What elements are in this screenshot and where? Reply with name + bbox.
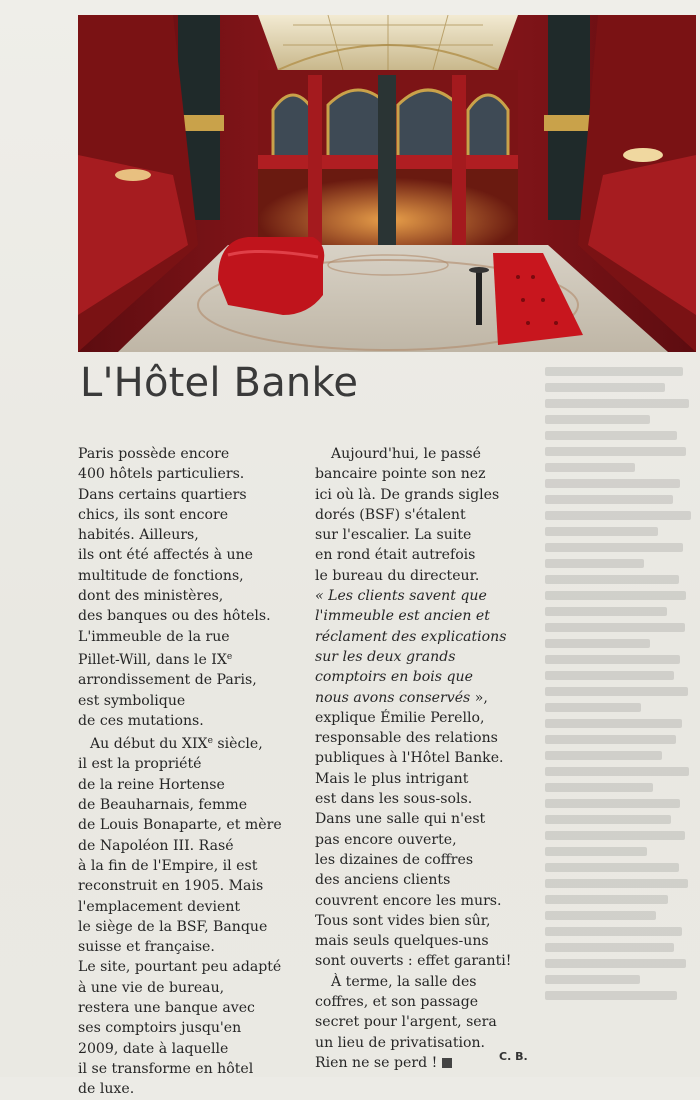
text-line: Pillet-Will, dans le IXe <box>78 651 233 668</box>
text-line: bancaire pointe son nez <box>315 466 486 483</box>
text-line: multitude de fonctions, <box>78 567 244 584</box>
article-title: L'Hôtel Banke <box>80 360 359 406</box>
text-line: l'immeuble est ancien et <box>315 608 490 625</box>
article-column-right <box>315 444 550 1073</box>
text-line: coffres, et son passage <box>315 994 479 1011</box>
text-line: comptoirs en bois que <box>315 669 473 686</box>
text-line: couvrent encore les murs. <box>315 892 502 909</box>
text-line: publiques à l'Hôtel Banke. <box>315 750 504 767</box>
text-line: Dans certains quartiers <box>78 486 247 503</box>
text-line: les dizaines de coffres <box>315 851 474 868</box>
text-line: nous avons conservés », <box>315 689 488 706</box>
text-line: 400 hôtels particuliers. <box>78 466 245 483</box>
text-line: le siège de la BSF, Banque <box>78 918 268 935</box>
text-line: Mais le plus intrigant <box>315 770 469 787</box>
text-line: à une vie de bureau, <box>78 979 225 996</box>
text-line: de ces mutations. <box>78 712 204 729</box>
text-line: ses comptoirs jusqu'en <box>78 1020 242 1037</box>
text-line: de luxe. <box>78 1081 135 1098</box>
text-line: 2009, date à laquelle <box>78 1040 229 1057</box>
text-line: à la fin de l'Empire, il est <box>78 857 258 874</box>
text-line: restera une banque avec <box>78 1000 255 1017</box>
text-line: sur les deux grands <box>315 648 456 665</box>
text-line: dorés (BSF) s'étalent <box>315 506 466 523</box>
text-line: il se transforme en hôtel <box>78 1060 254 1077</box>
text-line: est symbolique <box>78 692 186 709</box>
text-line: chics, ils sont encore <box>78 506 229 523</box>
text-line: Rien ne se perd ! <box>315 1053 550 1073</box>
text-line: des banques ou des hôtels. <box>78 608 271 625</box>
bleed-through-text <box>545 360 695 1060</box>
text-line: reconstruit en 1905. Mais <box>78 878 264 895</box>
text-line: de Beauharnais, femme <box>78 797 248 814</box>
text-line: de Louis Bonaparte, et mère <box>78 817 282 834</box>
text-line: Paris possède encore <box>78 446 230 462</box>
text-line: sur l'escalier. La suite <box>315 527 472 544</box>
text-line: de la reine Hortense <box>78 776 225 793</box>
text-line: des anciens clients <box>315 872 451 889</box>
text-line: Le site, pourtant peu adapté <box>78 959 282 976</box>
text-line: secret pour l'argent, sera <box>315 1014 497 1031</box>
text-line: Au début du XIXe siècle, <box>90 736 263 753</box>
text-line: Aujourd'hui, le passé <box>331 446 482 462</box>
text-line: pas encore ouverte, <box>315 831 457 848</box>
text-line: responsable des relations <box>315 730 498 747</box>
text-line: un lieu de privatisation. <box>315 1034 486 1051</box>
text-line: est dans les sous-sols. <box>315 791 473 808</box>
text-line: arrondissement de Paris, <box>78 672 257 689</box>
text-line: L'immeuble de la rue <box>78 628 230 645</box>
text-line: explique Émilie Perello, <box>315 709 485 726</box>
text-line: mais seuls quelques-uns <box>315 933 489 950</box>
text-line: réclament des explications <box>315 628 507 645</box>
text-line: ici où là. De grands sigles <box>315 486 500 503</box>
text-line: l'emplacement devient <box>78 898 241 915</box>
text-line: Dans une salle qui n'est <box>315 811 486 828</box>
text-line: il est la propriété <box>78 756 202 773</box>
text-line: ils ont été affectés à une <box>78 547 254 564</box>
end-square-icon <box>442 1058 452 1068</box>
text-line: de Napoléon III. Rasé <box>78 837 234 854</box>
text-line: suisse et française. <box>78 939 215 956</box>
hotel-lobby-photo <box>78 15 696 352</box>
lobby-illustration-icon <box>78 15 696 352</box>
text-line: dont des ministères, <box>78 588 224 605</box>
author-byline: C. B. <box>499 1050 528 1063</box>
text-line: le bureau du directeur. <box>315 567 480 584</box>
article-column-left <box>78 444 303 1100</box>
text-line: À terme, la salle des <box>331 973 477 990</box>
text-line: Tous sont vides bien sûr, <box>315 912 491 929</box>
text-line: en rond était autrefois <box>315 547 476 564</box>
text-line: habités. Ailleurs, <box>78 527 199 544</box>
text-line: sont ouverts : effet garanti! <box>315 953 512 970</box>
text-line: « Les clients savent que <box>315 588 487 605</box>
